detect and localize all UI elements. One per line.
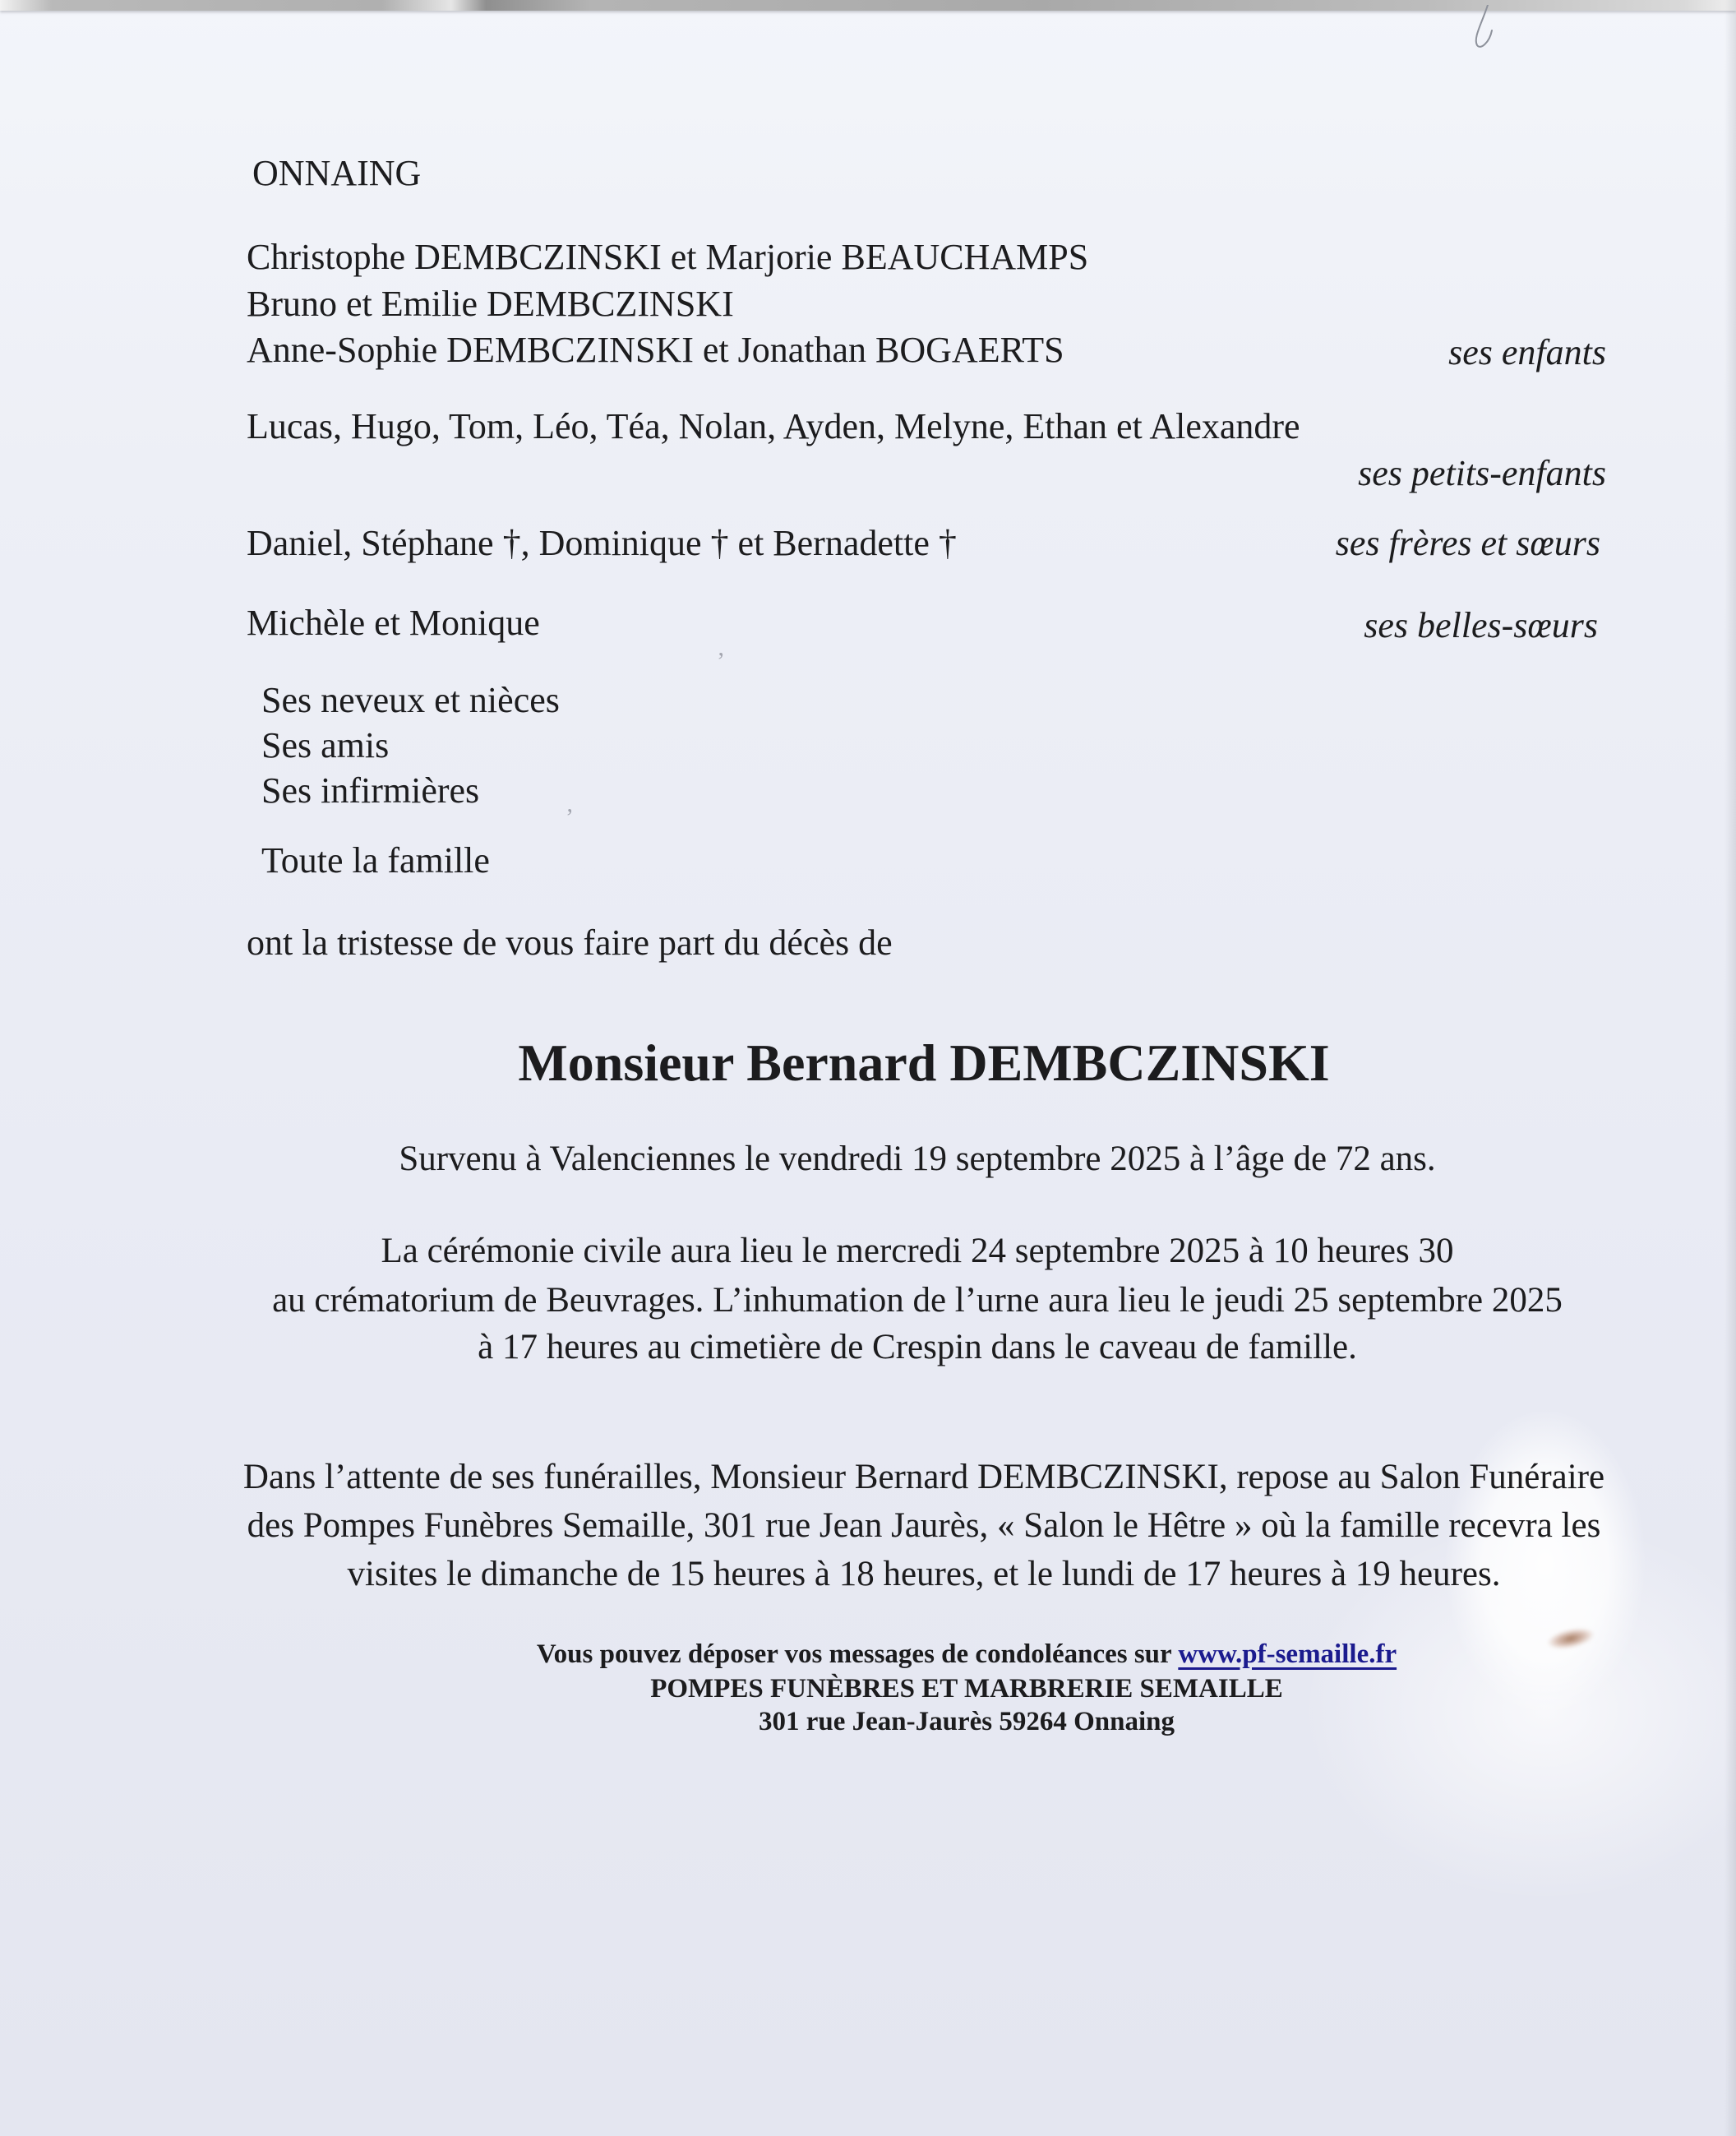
scan-artifact-hair (1455, 5, 1545, 71)
ceremony-line: à 17 heures au cimetière de Crespin dans le caveau de famille. (478, 1328, 1357, 1366)
ceremony-line: La cérémonie civile aura lieu le mercredi 24 septembre 2025 à 10 heures 30 (381, 1232, 1454, 1270)
siblings-relation-label: ses frères et sœurs (1335, 523, 1600, 563)
deceased-name-title: Monsieur Bernard DEMBCZINSKI (518, 1033, 1330, 1092)
repose-line: Dans l’attente de ses funérailles, Monsieur Bernard DEMBCZINSKI, repose au Salon Funéraire (242, 1458, 1605, 1496)
ceremony-line: au crématorium de Beuvrages. L’inhumation de l’urne aura lieu le jeudi 25 septembre 2025 (272, 1281, 1563, 1320)
condolence-website-link[interactable]: www.pf-semaille.fr (1178, 1639, 1397, 1669)
relations-line: Ses infirmières (261, 770, 480, 811)
funeral-home-address: 301 rue Jean-Jaurès 59264 Onnaing (758, 1707, 1175, 1736)
death-notice-line: Survenu à Valenciennes le vendredi 19 septembre 2025 à l’âge de 72 ans. (399, 1140, 1436, 1178)
children-relation-label: ses enfants (1448, 332, 1606, 372)
announcement-line: ont la tristesse de vous faire part du décès de (247, 922, 893, 963)
funeral-home-name: POMPES FUNÈBRES ET MARBRERIE SEMAILLE (650, 1674, 1283, 1704)
scan-speck: ʼ (566, 804, 574, 831)
sisters-in-law-line: Michèle et Monique (247, 603, 540, 643)
sisters-in-law-relation-label: ses belles-sœurs (1364, 605, 1598, 645)
repose-line: visites le dimanche de 15 heures à 18 heures, et le lundi de 17 heures à 19 heures. (347, 1555, 1501, 1593)
grandchildren-relation-label: ses petits-enfants (1358, 453, 1606, 493)
children-line: Bruno et Emilie DEMBCZINSKI (247, 284, 734, 324)
city-heading: ONNAING (252, 153, 422, 193)
siblings-line: Daniel, Stéphane †, Dominique † et Bernadette † (247, 523, 957, 563)
condolence-footer-line (99, 1639, 1736, 1671)
grandchildren-line: Lucas, Hugo, Tom, Léo, Téa, Nolan, Ayden, Melyne, Ethan et Alexandre (247, 406, 1300, 446)
relations-line: Ses neveux et nièces (261, 680, 560, 720)
children-line: Christophe DEMBCZINSKI et Marjorie BEAUCHAMPS (247, 237, 1089, 277)
relations-line: Ses amis (261, 725, 390, 765)
repose-line: des Pompes Funèbres Semaille, 301 rue Jean Jaurès, « Salon le Hêtre » où la famille recevra les (247, 1506, 1601, 1545)
family-line: Toute la famille (261, 840, 490, 881)
children-line: Anne-Sophie DEMBCZINSKI et Jonathan BOGAERTS (247, 330, 1064, 370)
condolence-text: Vous pouvez déposer vos messages de condoléances sur (536, 1639, 1179, 1669)
scan-speck: ʼ (717, 648, 725, 675)
